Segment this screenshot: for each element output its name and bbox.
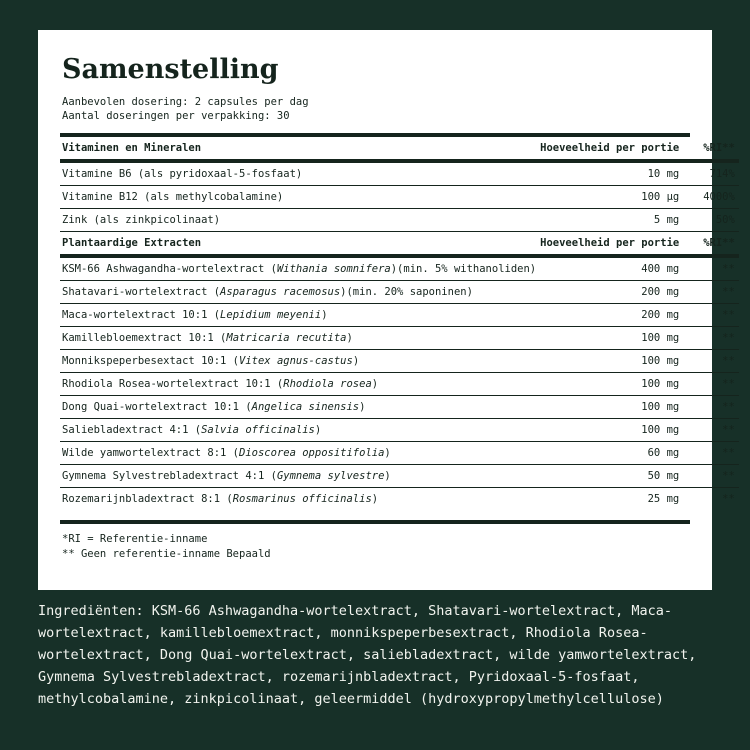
footnote-ri: *RI = Referentie-inname <box>62 533 208 545</box>
nutrient-amount: 200 mg <box>538 281 701 304</box>
table-row <box>60 209 739 232</box>
nutrient-amount: 200 mg <box>538 304 701 327</box>
table-row <box>60 488 739 511</box>
nutrient-amount: 100 mg <box>538 327 701 350</box>
servings-per-container-line: Aantal doseringen per verpakking: 30 <box>62 110 290 122</box>
table-row <box>60 419 739 442</box>
nutrient-amount: 100 mg <box>538 419 701 442</box>
nutrient-ri: ** <box>701 373 739 396</box>
nutrient-ri: ** <box>701 465 739 488</box>
table-row <box>60 350 739 373</box>
nutrient-ri: ** <box>701 256 739 281</box>
nutrient-amount: 10 mg <box>538 161 701 186</box>
nutrient-amount: 50 mg <box>538 465 701 488</box>
supplement-facts-panel <box>38 30 735 590</box>
divider-bottom <box>60 520 690 524</box>
nutrient-name: Dong Quai-wortelextract 10:1 (Angelica sinensis) <box>60 396 538 419</box>
nutrient-name: Zink (als zinkpicolinaat) <box>60 209 538 232</box>
table-row <box>60 161 739 186</box>
nutrient-amount: 100 mg <box>538 396 701 419</box>
serving-size-line: Aanbevolen dosering: 2 capsules per dag <box>62 96 309 108</box>
nutrient-amount: 5 mg <box>538 209 701 232</box>
nutrient-name: Rhodiola Rosea-wortelextract 10:1 (Rhodiola rosea) <box>60 373 538 396</box>
section-header-botanicals <box>60 232 739 257</box>
table-row <box>60 186 739 209</box>
nutrient-ri: ** <box>701 350 739 373</box>
section-header-vitamins <box>60 137 739 161</box>
nutrient-ri: ** <box>701 281 739 304</box>
table-row <box>60 442 739 465</box>
facts-table-body <box>60 137 739 510</box>
nutrient-name: Kamillebloemextract 10:1 (Matricaria recutita) <box>60 327 538 350</box>
nutrient-amount: 60 mg <box>538 442 701 465</box>
section-header-amount: Hoeveelheid per portie <box>538 232 701 257</box>
table-row <box>60 327 739 350</box>
section-header-ri: %RI** <box>703 142 735 154</box>
nutrient-name: Rozemarijnbladextract 8:1 (Rosmarinus officinalis) <box>60 488 538 511</box>
nutrient-name: Vitamine B12 (als methylcobalamine) <box>60 186 538 209</box>
nutrient-name: Vitamine B6 (als pyridoxaal-5-fosfaat) <box>60 161 538 186</box>
nutrient-ri: ** <box>701 327 739 350</box>
nutrient-name: Monnikspeperbesextact 10:1 (Vitex agnus-castus) <box>60 350 538 373</box>
nutrient-ri: ** <box>701 396 739 419</box>
nutrient-name: Maca-wortelextract 10:1 (Lepidium meyenii) <box>60 304 538 327</box>
nutrient-ri: 4000% <box>701 186 739 209</box>
nutrient-ri: ** <box>701 488 739 511</box>
nutrient-ri: 50% <box>701 209 739 232</box>
nutrient-ri: ** <box>701 442 739 465</box>
table-row <box>60 256 739 281</box>
page-title: Samenstelling <box>62 54 279 85</box>
section-header-label: Plantaardige Extracten <box>60 232 538 257</box>
nutrient-amount: 400 mg <box>538 256 701 281</box>
nutrient-name: Gymnema Sylvestrebladextract 4:1 (Gymnema sylvestre) <box>60 465 538 488</box>
section-header-ri: %RI** <box>701 232 739 257</box>
nutrient-name: Shatavari-wortelextract (Asparagus racemosus)(min. 20% saponinen) <box>60 281 538 304</box>
table-row <box>60 281 739 304</box>
footnote-no-ri: ** Geen referentie-inname Bepaald <box>62 548 271 560</box>
nutrient-amount: 100 mg <box>538 350 701 373</box>
nutrient-name: Wilde yamwortelextract 8:1 (Dioscorea oppositifolia) <box>60 442 538 465</box>
nutrient-amount: 25 mg <box>538 488 701 511</box>
nutrient-ri: ** <box>701 419 739 442</box>
nutrient-name: Saliebladextract 4:1 (Salvia officinalis) <box>60 419 538 442</box>
section-header-label: Vitaminen en Mineralen <box>62 142 202 154</box>
nutrient-amount: 100 mg <box>538 373 701 396</box>
table-row <box>60 373 739 396</box>
ingredients-text: Ingrediënten: KSM-66 Ashwagandha-wortelextract, Shatavari-wortelextract, Maca-wortelextract, kamillebloemextract, monnikspeperbesextract, Rhodiola Rosea-wortelextract, Dong Quai-wortelextract, saliebladextract, wilde yamwortelextract, Gymnema Sylvestrebladextract, rozemarijnbladextract, Pyridoxaal-5-fosfaat, methylcobalamine, zinkpicolinaat, geleermiddel (hydroxypropylmethylcellulose) <box>38 603 705 707</box>
facts-table <box>60 137 739 510</box>
footnotes <box>62 532 690 562</box>
nutrient-ri: ** <box>701 304 739 327</box>
table-row <box>60 465 739 488</box>
table-row <box>60 396 739 419</box>
nutrient-name: KSM-66 Ashwagandha-wortelextract (Withania somnifera)(min. 5% withanoliden) <box>60 256 538 281</box>
table-row <box>60 304 739 327</box>
nutrient-amount: 100 µg <box>538 186 701 209</box>
nutrient-ri: 714% <box>701 161 739 186</box>
section-header-amount: Hoeveelheid per portie <box>540 142 680 154</box>
